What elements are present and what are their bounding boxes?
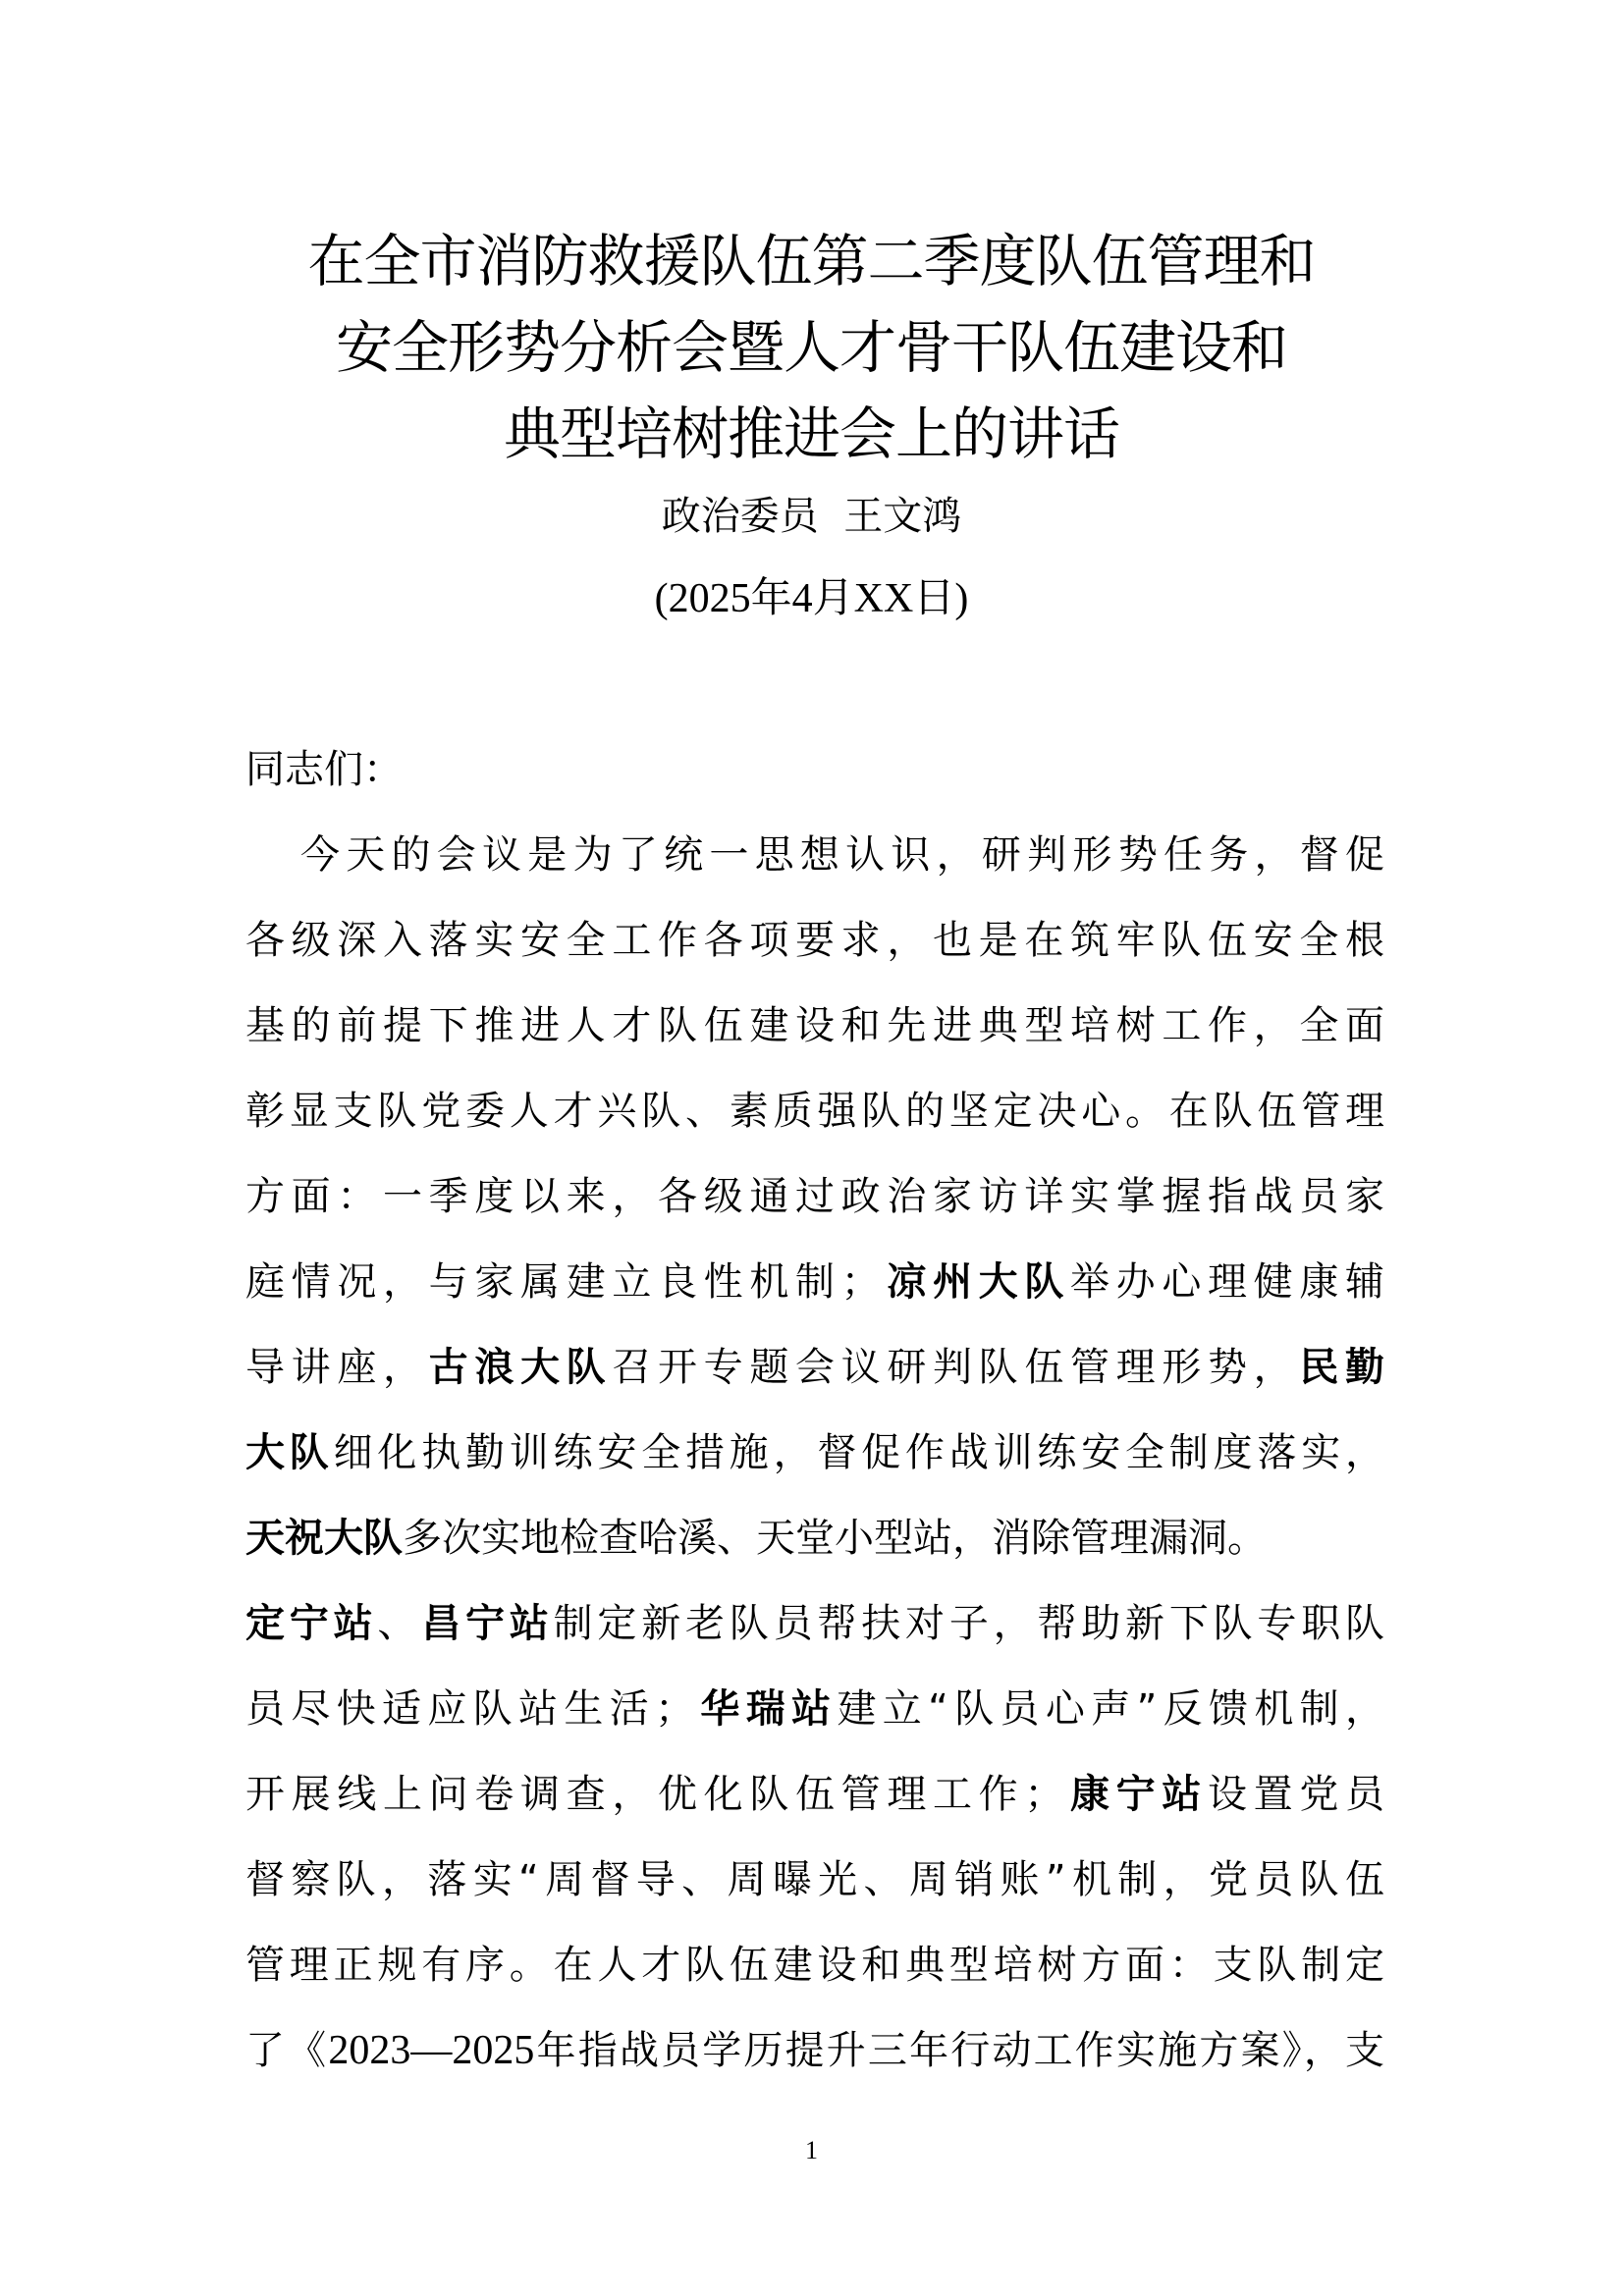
text-run: 督察队，落实“周督导、周曝光、周销账”机制，党员队伍 <box>245 1857 1384 1902</box>
text-run: 了《 <box>245 2028 329 2073</box>
body-line <box>245 824 1384 909</box>
body-line <box>245 1165 1384 1251</box>
body-line <box>245 1336 1384 1421</box>
salutation: 同志们： <box>245 747 403 792</box>
text-run: 基的前提下推进人才队伍建设和先进典型培树工作，全面 <box>245 1003 1384 1048</box>
text-run: 彰显支队党委人才兴队、素质强队的坚定决心。在队伍管理 <box>245 1089 1384 1134</box>
speech-body <box>245 738 1384 2105</box>
body-line <box>245 1080 1384 1165</box>
body-line <box>245 1592 1384 1678</box>
body-line <box>245 909 1384 994</box>
text-run: 员尽快适应队站生活； <box>245 1686 695 1732</box>
text-run: 制定新老队员帮扶对子，帮助新下队专职队 <box>553 1601 1385 1646</box>
bold-unit-name: 天祝大队 <box>245 1516 403 1561</box>
text-run: 各级深入落实安全工作各项要求，也是在筑牢队伍安全根 <box>245 918 1384 963</box>
text-run: 今天的会议是为了统一思想认识，研判形势任务，督促 <box>300 832 1384 878</box>
bold-unit-name: 古浪大队 <box>428 1345 613 1390</box>
text-run: 开展线上问卷调查，优化队伍管理工作； <box>245 1772 1064 1817</box>
text-run: 方面：一季度以来，各级通过政治家访详实掌握指战员家 <box>245 1174 1384 1219</box>
text-run: 多次实地检查哈溪、天堂小型站，消除管理漏洞。 <box>403 1516 1267 1561</box>
bold-unit-name: 华瑞站 <box>694 1686 838 1732</box>
bold-unit-name: 康宁站 <box>1063 1772 1209 1817</box>
bold-unit-name: 大队 <box>245 1430 334 1475</box>
text-run: 细化执勤训练安全措施，督促作战训练安全制度落实， <box>333 1430 1385 1475</box>
title-line-3: 典型培树推进会上的讲话 <box>503 400 1119 467</box>
bold-unit-name: 定宁站 <box>245 1601 378 1646</box>
body-line <box>245 1421 1384 1507</box>
bold-unit-name: 凉州大队 <box>880 1259 1071 1305</box>
bold-unit-name: 昌宁站 <box>421 1601 554 1646</box>
body-paragraph <box>245 824 1384 2105</box>
title-line-2: 安全形势分析会暨人才骨干队伍建设和 <box>335 314 1287 381</box>
body-line <box>245 2019 1384 2105</box>
speech-title <box>196 218 1427 477</box>
text-run: 2023—2025 <box>328 2028 535 2073</box>
text-run: 年指战员学历提升三年行动工作实施方案》，支 <box>534 2028 1385 2073</box>
speaker-byline: 政治委员 王文鸿 <box>661 494 962 539</box>
body-line <box>245 1251 1384 1336</box>
page-number: 1 <box>805 2136 818 2164</box>
text-run: 庭情况，与家属建立良性机制； <box>245 1259 881 1305</box>
text-run: 召开专题会议研判队伍管理形势， <box>612 1345 1300 1390</box>
text-run: 建立“队员心声”反馈机制， <box>837 1686 1385 1732</box>
body-line <box>245 994 1384 1080</box>
text-run: 导讲座， <box>245 1345 429 1390</box>
text-run: 、 <box>377 1601 422 1646</box>
bold-unit-name: 民勤 <box>1299 1345 1385 1390</box>
body-line <box>245 1507 1384 1592</box>
body-line <box>245 1763 1384 1848</box>
title-line-1: 在全市消防救援队伍第二季度队伍管理和 <box>307 228 1316 294</box>
text-run: 管理正规有序。在人才队伍建设和典型培树方面：支队制定 <box>245 1943 1384 1988</box>
text-run: 举办心理健康辅 <box>1070 1259 1385 1305</box>
body-line <box>245 1934 1384 2019</box>
speech-date: (2025年4月XX日) <box>654 576 969 621</box>
body-line <box>245 1678 1384 1763</box>
text-run: 设置党员 <box>1208 1772 1385 1817</box>
body-line <box>245 1848 1384 1934</box>
